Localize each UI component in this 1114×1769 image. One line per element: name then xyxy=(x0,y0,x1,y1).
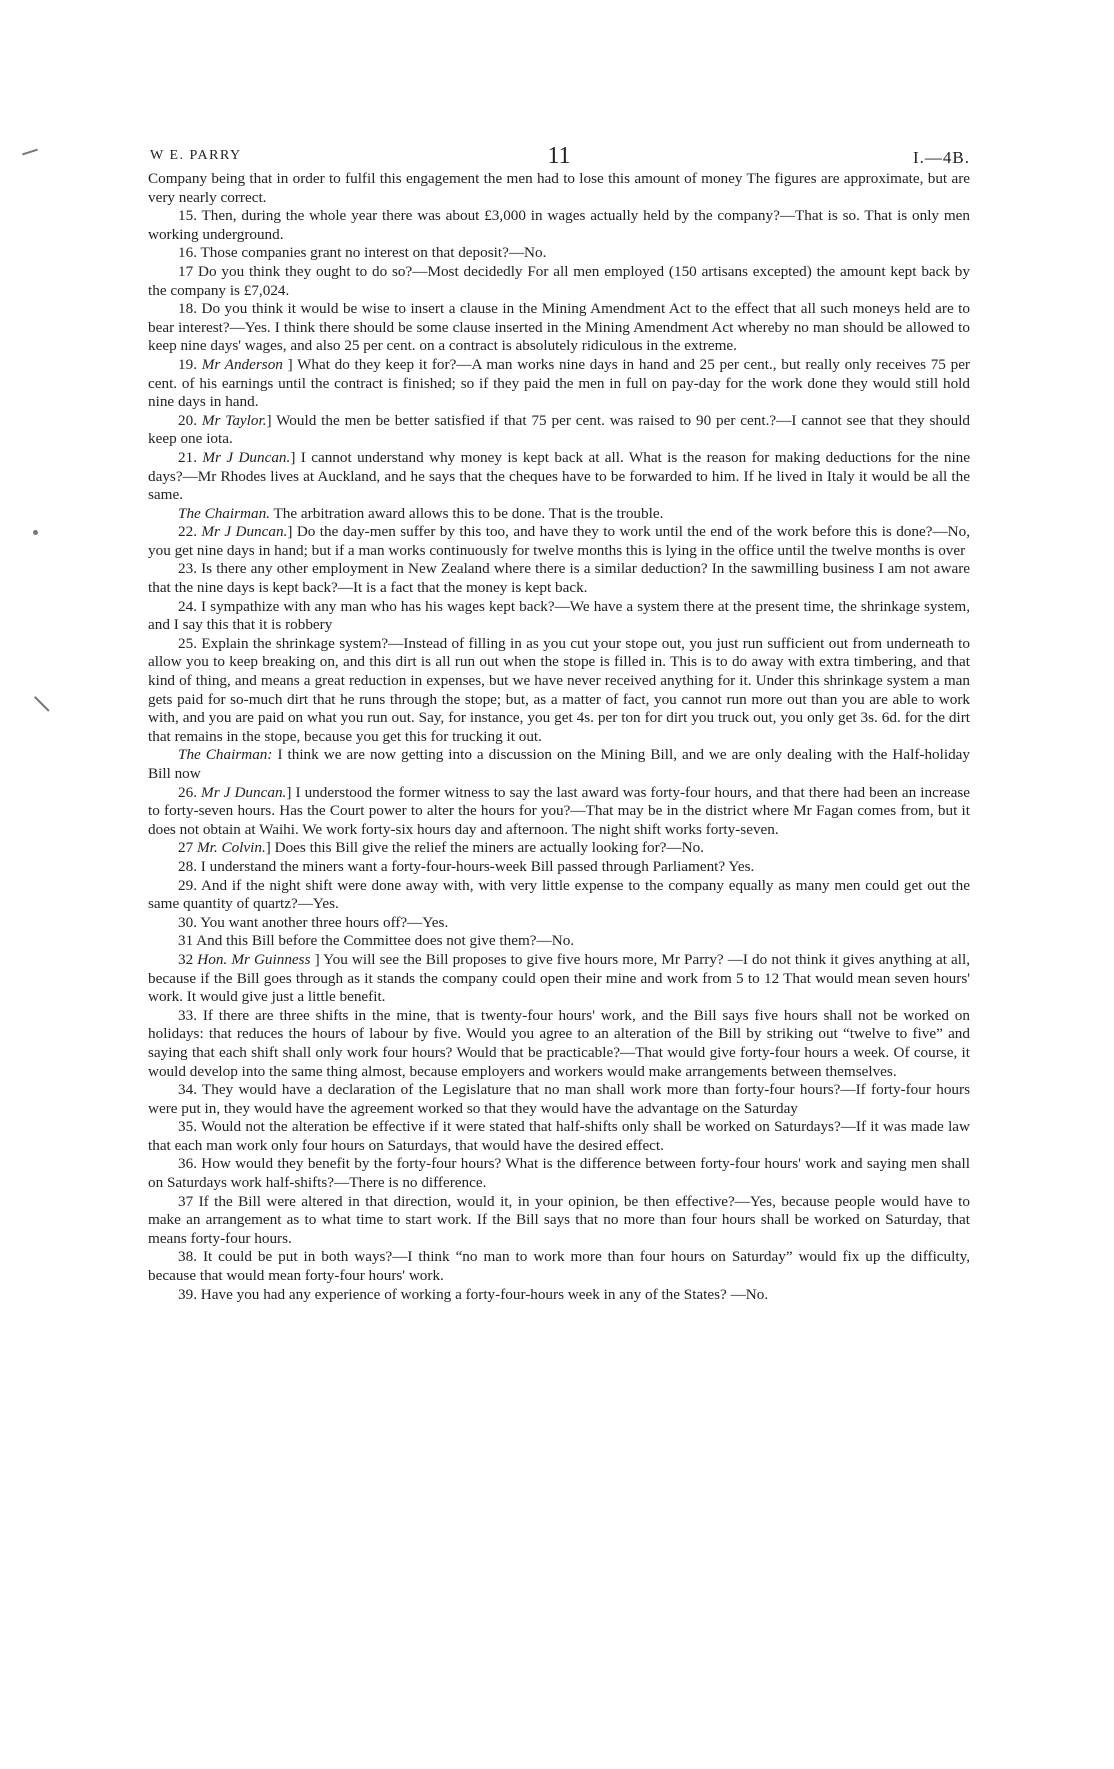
paragraph-text: 31 And this Bill before the Committee does not give them?—No. xyxy=(178,932,575,950)
scan-mark xyxy=(33,530,38,535)
speaker-name: Mr Taylor. xyxy=(201,411,267,429)
witness-name: W E. PARRY xyxy=(150,148,242,163)
paragraph xyxy=(148,244,970,263)
paragraph xyxy=(148,505,970,524)
question-number: 20. xyxy=(178,411,197,429)
paragraph xyxy=(148,523,970,560)
paragraph xyxy=(148,1193,970,1249)
speaker-bracket: ] xyxy=(266,411,272,429)
paragraph-text: Would the men be better satisfied if that 75 per cent. was raised to 90 per cent.?—I cannot see that they should keep one iota. xyxy=(148,411,971,448)
paragraph xyxy=(148,356,970,412)
paragraph-text: 28. I understand the miners want a forty-four-hours-week Bill passed through Parliament? Yes. xyxy=(178,857,755,875)
paragraph-text: The arbitration award allows this to be done. That is the trouble. xyxy=(273,504,664,522)
paragraph xyxy=(148,1118,970,1155)
speaker-name: Mr J Duncan. xyxy=(201,783,287,801)
page-header xyxy=(148,126,970,170)
speaker-name: Mr J Duncan. xyxy=(201,523,288,541)
paragraph-text: 23. Is there any other employment in New Zealand where there is a similar deduction? In the sawmilling business I am not aware that the nine days is kept back?—It is a fact that the money is kept back. xyxy=(148,560,970,597)
paragraph xyxy=(148,412,970,449)
scan-mark xyxy=(34,696,49,711)
speaker-name: The Chairman: xyxy=(178,746,273,764)
paragraph-text: Company being that in order to fulfil this engagement the men had to lose this amount of money The figures are approximate, but are very nearly correct. xyxy=(148,170,970,206)
paragraph-text: You will see the Bill proposes to give five hours more, Mr Parry? —I do not think it gives anything at all, because if the Bill goes through as it stands the company could open their mine and work from 5 to 12 That would mean seven hours' work. It would give just a little benefit. xyxy=(148,950,971,1006)
speaker-name: Mr. Colvin. xyxy=(196,839,266,857)
paragraph-text: 15. Then, during the whole year there was about £3,000 in wages actually held by the company?—That is so. That is only men working underground. xyxy=(148,207,970,243)
speaker-name: Mr Anderson xyxy=(201,355,283,373)
speaker-bracket: ] xyxy=(287,523,293,541)
paragraph xyxy=(148,1248,970,1285)
paragraph-text: 34. They would have a declaration of the Legislature that no man shall work more than forty-four hours?—If forty-four hours were put in, they would have the agreement worked so that they would have the advantage on the Saturday xyxy=(148,1081,970,1117)
paragraph xyxy=(148,932,970,951)
paragraph-text: 25. Explain the shrinkage system?—Instead of filling in as you cut your stope out, you just run sufficient out from underneath to allow you to keep breaking on, and this dirt is all run out when the stope is filled in. This is to do away with extra timbering, and that kind of thing, and means a great reduction in expenses, but we have never received anything for it. Under this shrinkage system a man gets paid for so-much dirt that he runs through the stope; but, as a matter of fact, you cannot run more out than you are able to work with, and you are paid on what you run out. Say, for instance, you get 4s. per ton for dirt you truck out, you only get 3s. 6d. for the dirt that remains in the stope, because you get this for trucking it out. xyxy=(148,634,970,745)
paragraph-text: 39. Have you had any experience of working a forty-four-hours week in any of the States? —No. xyxy=(178,1285,769,1303)
body-text xyxy=(148,170,970,1304)
paragraph-text: I understood the former witness to say the last award was forty-four hours, and that there had been an increase to forty-seven hours. Has the Court power to alter the hours for you?—That may be in the district where Mr Fagan comes from, but it does not obtain at Waihi. We work forty-six hours day and afternoon. The night shift works forty-seven. xyxy=(148,783,971,838)
paragraph-text: 18. Do you think it would be wise to insert a clause in the Mining Amendment Act to the effect that all such moneys held are to bear interest?—Yes. I think there should be some clause inserted in the Mining Amendment Act whereby no man should be allowed to keep nine days' wages, and also 25 per cent. on a contract is absolutely ridiculous in the extreme. xyxy=(148,300,970,355)
question-number: 26. xyxy=(178,783,197,801)
speaker-name: Hon. Mr Guinness xyxy=(197,950,311,968)
paragraph xyxy=(148,560,970,597)
paragraph xyxy=(148,877,970,914)
paragraph xyxy=(148,1155,970,1192)
paragraph-text: 36. How would they benefit by the forty-four hours? What is the difference between forty-four hours' work and saying men shall on Saturdays work half-shifts?—There is no difference. xyxy=(148,1155,970,1192)
paragraph xyxy=(148,1081,970,1118)
paragraph xyxy=(148,858,970,877)
paragraph-text: 29. And if the night shift were done away with, with very little expense to the company equally as many men could get out the same quantity of quartz?—Yes. xyxy=(148,876,970,913)
paragraph xyxy=(148,951,970,1007)
question-number: 21. xyxy=(178,448,197,466)
paragraph-text: Do the day-men suffer by this too, and have they to work until the end of the work before this is done?—No, you get nine days in hand; but if a man works continuously for twelve months this is lying in the office until the twelve months is over xyxy=(148,523,971,559)
paragraph xyxy=(148,170,970,207)
paragraph xyxy=(148,449,970,505)
paragraph xyxy=(148,300,970,356)
paragraph-text: 37 If the Bill were altered in that direction, would it, in your opinion, be then effective?—Yes, because people would have to make an arrangement as to what time to start work. If the Bill says that no more than four hours shall be worked on Saturday, that means forty-four hours. xyxy=(148,1192,970,1247)
paragraph xyxy=(148,635,970,747)
speaker-name: Mr J Duncan. xyxy=(202,448,291,466)
document-page xyxy=(148,126,970,1304)
question-number: 22. xyxy=(178,523,197,541)
paragraph xyxy=(148,1007,970,1081)
page-number: 11 xyxy=(547,143,571,169)
question-number: 32 xyxy=(178,950,194,968)
paper-reference: I.—4B. xyxy=(913,148,970,167)
speaker-name: The Chairman. xyxy=(178,504,270,522)
paragraph xyxy=(148,263,970,300)
paragraph xyxy=(148,784,970,840)
paragraph-text: 17 Do you think they ought to do so?—Most decidedly For all men employed (150 artisans excepted) the amount kept back by the company is £7,024. xyxy=(148,262,970,299)
paragraph xyxy=(148,914,970,933)
paragraph-text: I cannot understand why money is kept back at all. What is the reason for making deductions for the nine days?—Mr Rhodes lives at Auckland, and he says that the cheques have to be forwarded to him. If he lived in Italy it would be all the same. xyxy=(148,448,971,504)
paragraph-text: 35. Would not the alteration be effective if it were stated that half-shifts only shall be worked on Saturdays?—If it was made law that each man work only four hours on Saturdays, that would have the desired effect. xyxy=(148,1118,970,1154)
question-number: 19. xyxy=(178,355,197,373)
paragraph-text: 30. You want another three hours off?—Yes. xyxy=(178,913,449,931)
speaker-bracket: ] xyxy=(286,783,292,801)
speaker-bracket: ] xyxy=(290,448,296,466)
paragraph xyxy=(148,839,970,858)
paragraph-text: Does this Bill give the relief the miners are actually looking for?—No. xyxy=(274,839,704,857)
paragraph xyxy=(148,598,970,635)
paragraph xyxy=(148,1286,970,1305)
paragraph-text: 38. It could be put in both ways?—I think “no man to work more than four hours on Saturday” would fix up the difficulty, because that would mean forty-four hours' work. xyxy=(148,1248,970,1285)
paragraph xyxy=(148,746,970,783)
paragraph-text: What do they keep it for?—A man works nine days in hand and 25 per cent., but really only receives 75 per cent. of his earnings until the contract is finished; so if they paid the men in full on pay-day for the work done they would still hold nine days in hand. xyxy=(148,355,970,411)
paragraph xyxy=(148,207,970,244)
speaker-bracket: ] xyxy=(310,950,320,968)
paragraph-text: 33. If there are three shifts in the mine, that is twenty-four hours' work, and the Bill says five hours shall not be worked on holidays: that reduces the hours of labour by five. Would you agree to an alteration of the Bill by striking out “twelve to five” and saying that each shift shall only work four hours? Would that be practicable?—That would give forty-four hours a week. Of course, it would develop into the same thing almost, because employers and workers would make arrangements between themselves. xyxy=(148,1006,970,1080)
paragraph-text: 16. Those companies grant no interest on that deposit?—No. xyxy=(178,244,547,262)
scan-mark xyxy=(22,149,38,156)
paragraph-text: I think we are now getting into a discussion on the Mining Bill, and we are only dealing with the Half-holiday Bill now xyxy=(148,746,970,782)
speaker-bracket: ] xyxy=(265,839,271,857)
question-number: 27 xyxy=(178,839,194,857)
paragraph-text: 24. I sympathize with any man who has his wages kept back?—We have a system there at the present time, the shrinkage system, and I say this that it is robbery xyxy=(148,597,970,634)
speaker-bracket: ] xyxy=(282,355,293,373)
